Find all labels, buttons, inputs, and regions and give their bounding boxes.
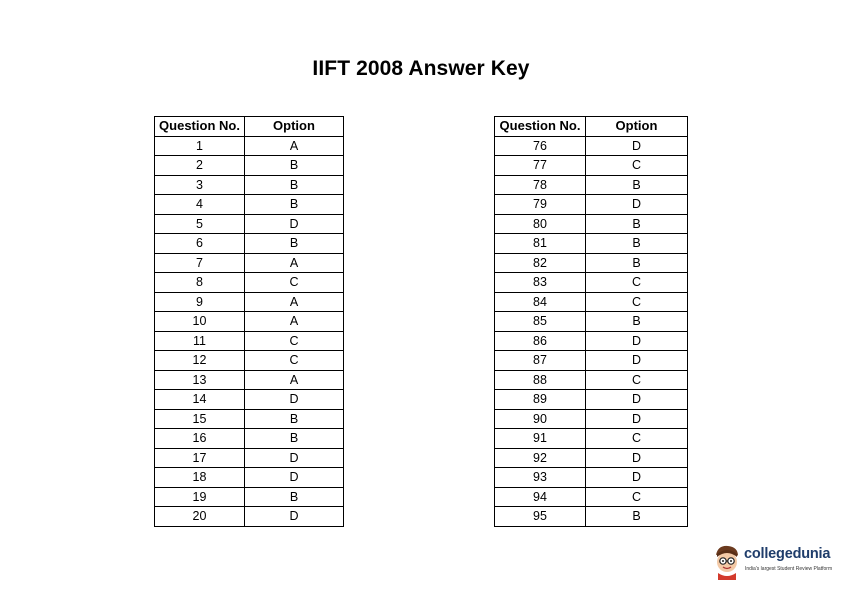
question-number-cell: 77	[495, 156, 586, 176]
table-row	[495, 175, 688, 195]
table-row	[495, 351, 688, 371]
question-number-cell: 80	[495, 214, 586, 234]
option-cell: D	[245, 214, 344, 234]
table-row	[495, 468, 688, 488]
question-number-cell: 2	[155, 156, 245, 176]
question-number-cell: 5	[155, 214, 245, 234]
question-number-cell: 81	[495, 234, 586, 254]
question-number-cell: 11	[155, 331, 245, 351]
question-number-cell: 95	[495, 507, 586, 527]
question-number-cell: 82	[495, 253, 586, 273]
table-row	[155, 448, 344, 468]
option-cell: D	[586, 136, 688, 156]
table-row	[155, 136, 344, 156]
option-cell: C	[586, 429, 688, 449]
option-cell: B	[586, 214, 688, 234]
table-row	[155, 214, 344, 234]
option-cell: D	[245, 468, 344, 488]
question-number-cell: 93	[495, 468, 586, 488]
question-number-cell: 92	[495, 448, 586, 468]
table-row	[155, 351, 344, 371]
table-row	[155, 156, 344, 176]
table-row	[155, 390, 344, 410]
table-row	[495, 331, 688, 351]
table-row	[155, 234, 344, 254]
question-number-cell: 17	[155, 448, 245, 468]
table-row	[155, 292, 344, 312]
option-cell: D	[586, 351, 688, 371]
table-row	[495, 253, 688, 273]
option-cell: A	[245, 292, 344, 312]
logo-tagline: India's largest Student Review Platform	[745, 566, 833, 572]
option-cell: D	[586, 390, 688, 410]
question-number-cell: 76	[495, 136, 586, 156]
table-row	[155, 312, 344, 332]
table-row	[495, 234, 688, 254]
question-number-cell: 9	[155, 292, 245, 312]
page-title: IIFT 2008 Answer Key	[312, 57, 530, 80]
question-number-cell: 4	[155, 195, 245, 215]
option-cell: B	[586, 175, 688, 195]
question-number-cell: 87	[495, 351, 586, 371]
table-row	[155, 195, 344, 215]
table-row	[495, 214, 688, 234]
option-cell: B	[586, 312, 688, 332]
option-cell: B	[245, 156, 344, 176]
question-number-cell: 79	[495, 195, 586, 215]
table-row	[495, 136, 688, 156]
option-cell: B	[586, 253, 688, 273]
table-row	[155, 429, 344, 449]
option-cell: C	[586, 273, 688, 293]
column-header-option: Option	[245, 117, 344, 137]
option-cell: A	[245, 136, 344, 156]
question-number-cell: 20	[155, 507, 245, 527]
question-number-cell: 16	[155, 429, 245, 449]
question-number-cell: 10	[155, 312, 245, 332]
option-cell: D	[586, 331, 688, 351]
question-number-cell: 14	[155, 390, 245, 410]
table-row	[495, 292, 688, 312]
answer-table-right	[494, 116, 688, 527]
question-number-cell: 6	[155, 234, 245, 254]
collegedunia-logo	[712, 543, 838, 583]
table-header-row	[495, 117, 688, 137]
table-row	[495, 429, 688, 449]
table-row	[495, 390, 688, 410]
table-row	[155, 331, 344, 351]
option-cell: D	[245, 448, 344, 468]
question-number-cell: 86	[495, 331, 586, 351]
question-number-cell: 1	[155, 136, 245, 156]
question-number-cell: 90	[495, 409, 586, 429]
table-row	[495, 273, 688, 293]
table-header-row	[155, 117, 344, 137]
table-row	[155, 175, 344, 195]
option-cell: D	[245, 507, 344, 527]
question-number-cell: 89	[495, 390, 586, 410]
question-number-cell: 13	[155, 370, 245, 390]
option-cell: B	[245, 487, 344, 507]
table-row	[495, 409, 688, 429]
option-cell: B	[245, 234, 344, 254]
question-number-cell: 15	[155, 409, 245, 429]
option-cell: C	[586, 292, 688, 312]
column-header-question-no: Question No.	[495, 117, 586, 137]
question-number-cell: 91	[495, 429, 586, 449]
option-cell: B	[245, 195, 344, 215]
table-row	[495, 156, 688, 176]
table-row	[155, 273, 344, 293]
option-cell: C	[586, 156, 688, 176]
question-number-cell: 94	[495, 487, 586, 507]
question-number-cell: 78	[495, 175, 586, 195]
option-cell: C	[586, 487, 688, 507]
question-number-cell: 84	[495, 292, 586, 312]
option-cell: D	[586, 195, 688, 215]
question-number-cell: 88	[495, 370, 586, 390]
option-cell: C	[245, 351, 344, 371]
table-row	[155, 487, 344, 507]
table-row	[155, 507, 344, 527]
option-cell: B	[245, 409, 344, 429]
question-number-cell: 18	[155, 468, 245, 488]
question-number-cell: 83	[495, 273, 586, 293]
student-mascot-icon	[712, 543, 742, 581]
table-row	[495, 507, 688, 527]
option-cell: A	[245, 253, 344, 273]
question-number-cell: 19	[155, 487, 245, 507]
table-row	[495, 195, 688, 215]
question-number-cell: 8	[155, 273, 245, 293]
column-header-option: Option	[586, 117, 688, 137]
question-number-cell: 85	[495, 312, 586, 332]
option-cell: A	[245, 370, 344, 390]
table-row	[495, 312, 688, 332]
table-row	[155, 370, 344, 390]
table-row	[495, 487, 688, 507]
option-cell: B	[586, 234, 688, 254]
table-row	[155, 468, 344, 488]
option-cell: D	[586, 448, 688, 468]
option-cell: C	[245, 273, 344, 293]
option-cell: B	[245, 175, 344, 195]
column-header-question-no: Question No.	[155, 117, 245, 137]
question-number-cell: 7	[155, 253, 245, 273]
option-cell: C	[586, 370, 688, 390]
option-cell: B	[245, 429, 344, 449]
option-cell: D	[245, 390, 344, 410]
answer-table-left	[154, 116, 344, 527]
option-cell: C	[245, 331, 344, 351]
table-row	[495, 448, 688, 468]
option-cell: D	[586, 468, 688, 488]
table-row	[495, 370, 688, 390]
question-number-cell: 12	[155, 351, 245, 371]
table-row	[155, 409, 344, 429]
option-cell: D	[586, 409, 688, 429]
table-row	[155, 253, 344, 273]
logo-wordmark: collegedunia	[744, 546, 831, 562]
question-number-cell: 3	[155, 175, 245, 195]
option-cell: A	[245, 312, 344, 332]
option-cell: B	[586, 507, 688, 527]
